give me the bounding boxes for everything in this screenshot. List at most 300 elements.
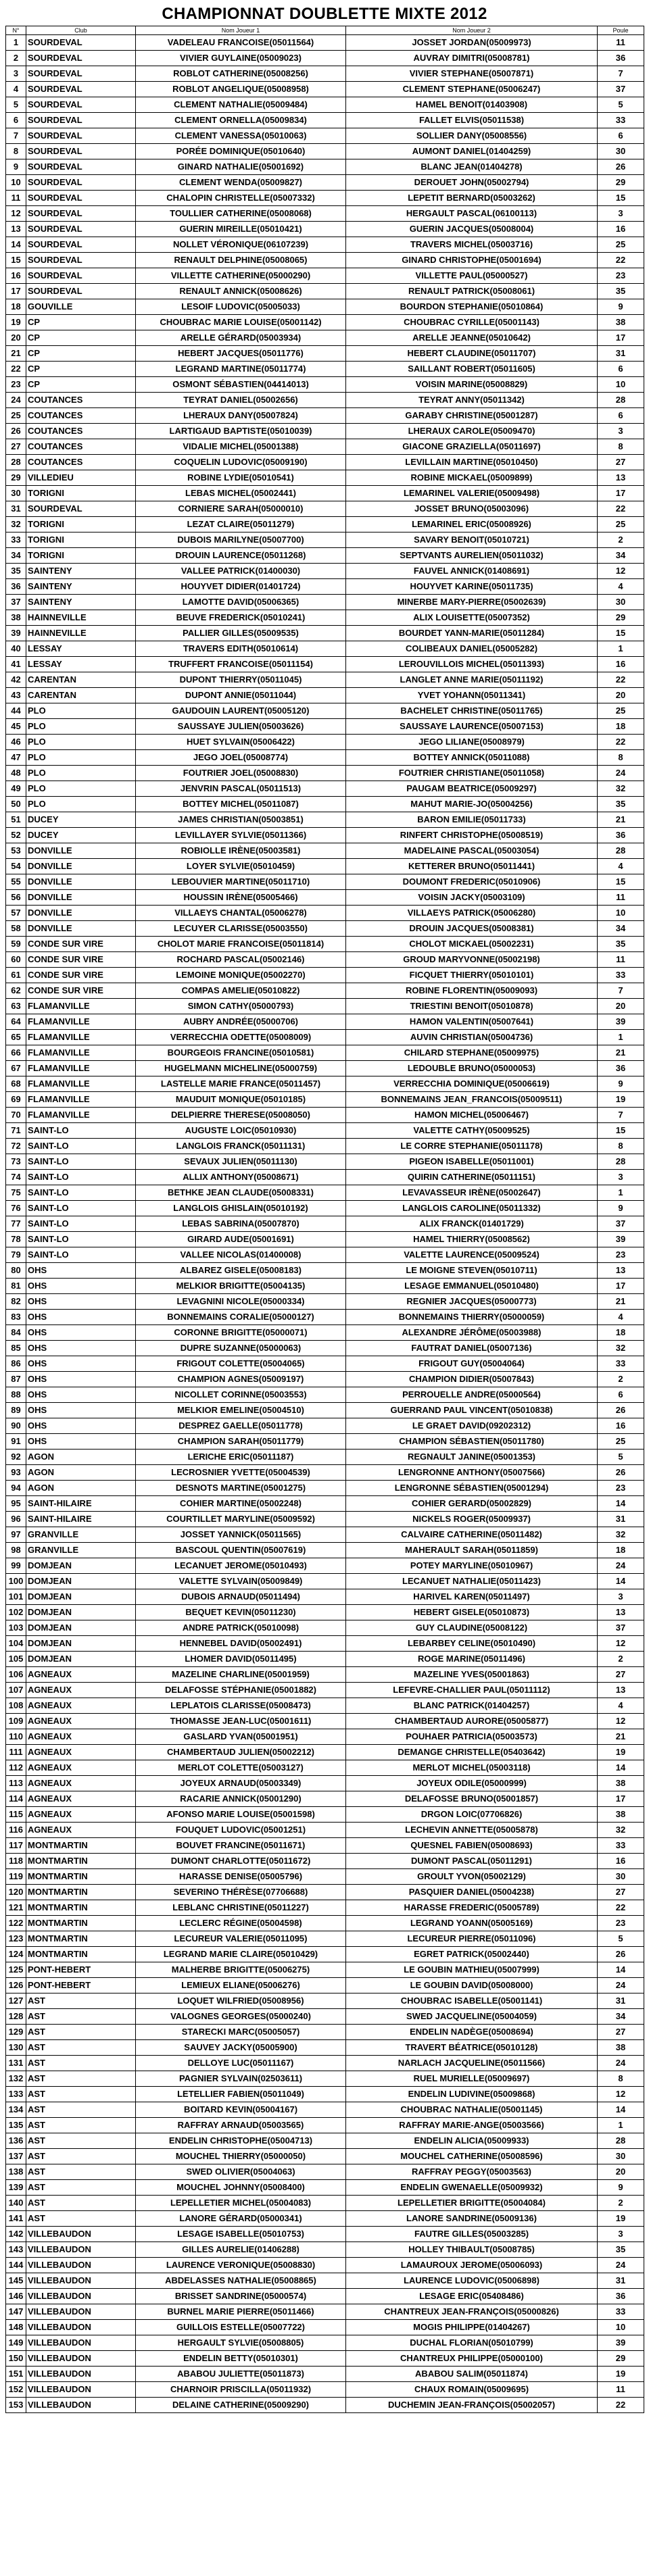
cell-poule: 26 <box>598 159 644 175</box>
table-row <box>6 1139 644 1154</box>
cell-club: SOURDEVAL <box>26 222 136 237</box>
table-row <box>6 408 644 424</box>
cell-player-2: LE GRAET DAVID(09202312) <box>346 1418 598 1434</box>
cell-player-2: ENDELIN NADÈGE(05008694) <box>346 2025 598 2040</box>
cell-poule: 24 <box>598 1978 644 1993</box>
table-row <box>6 1294 644 1310</box>
cell-player-2: SWED JACQUELINE(05004059) <box>346 2009 598 2025</box>
cell-club: OHS <box>26 1434 136 1450</box>
cell-number: 125 <box>6 1962 26 1978</box>
cell-number: 48 <box>6 766 26 781</box>
cell-player-2: AUVRAY DIMITRI(05008781) <box>346 51 598 66</box>
cell-player-1: SIMON CATHY(05000793) <box>136 999 346 1014</box>
cell-poule: 2 <box>598 1372 644 1387</box>
cell-club: DOMJEAN <box>26 1574 136 1589</box>
cell-player-2: LEMARINEL ERIC(05008926) <box>346 517 598 532</box>
table-row <box>6 1854 644 1869</box>
cell-club: SAINT-HILAIRE <box>26 1512 136 1527</box>
cell-club: OHS <box>26 1294 136 1310</box>
table-row <box>6 1527 644 1543</box>
cell-player-2: JOSSET BRUNO(05003096) <box>346 501 598 517</box>
table-row <box>6 564 644 579</box>
cell-player-1: TRUFFERT FRANCOISE(05011154) <box>136 657 346 672</box>
cell-number: 136 <box>6 2133 26 2149</box>
cell-number: 102 <box>6 1605 26 1620</box>
cell-number: 112 <box>6 1760 26 1776</box>
cell-player-1: NOLLET VÉRONIQUE(06107239) <box>136 237 346 253</box>
cell-poule: 28 <box>598 843 644 859</box>
cell-number: 66 <box>6 1045 26 1061</box>
cell-club: OHS <box>26 1341 136 1356</box>
cell-number: 116 <box>6 1823 26 1838</box>
cell-player-2: CHAUX ROMAIN(05009695) <box>346 2382 598 2398</box>
table-row <box>6 1387 644 1403</box>
cell-poule: 24 <box>598 1558 644 1574</box>
cell-number: 15 <box>6 253 26 268</box>
cell-player-1: BASCOUL QUENTIN(05007619) <box>136 1543 346 1558</box>
cell-number: 42 <box>6 672 26 688</box>
cell-number: 62 <box>6 983 26 999</box>
cell-player-2: VOISIN JACKY(05003109) <box>346 890 598 906</box>
table-row <box>6 501 644 517</box>
cell-player-2: DUCHEMIN JEAN-FRANÇOIS(05002057) <box>346 2398 598 2413</box>
cell-player-2: HARIVEL KAREN(05011497) <box>346 1589 598 1605</box>
cell-player-2: CALVAIRE CATHERINE(05011482) <box>346 1527 598 1543</box>
table-row <box>6 688 644 703</box>
cell-number: 151 <box>6 2367 26 2382</box>
cell-player-1: VILLAEYS CHANTAL(05006278) <box>136 906 346 921</box>
table-row <box>6 843 644 859</box>
cell-player-1: LECUREUR VALERIE(05011095) <box>136 1931 346 1947</box>
cell-player-1: STARECKI MARC(05005057) <box>136 2025 346 2040</box>
cell-player-1: DELAINE CATHERINE(05009290) <box>136 2398 346 2413</box>
table-row <box>6 2335 644 2351</box>
cell-club: VILLEBAUDON <box>26 2367 136 2382</box>
cell-club: SOURDEVAL <box>26 82 136 97</box>
cell-poule: 23 <box>598 1916 644 1931</box>
cell-club: TORIGNI <box>26 548 136 564</box>
table-row <box>6 330 644 346</box>
cell-player-1: RAFFRAY ARNAUD(05003565) <box>136 2118 346 2133</box>
table-row <box>6 1605 644 1620</box>
table-row <box>6 2102 644 2118</box>
cell-club: AGNEAUX <box>26 1791 136 1807</box>
cell-poule: 13 <box>598 1683 644 1698</box>
table-row <box>6 983 644 999</box>
cell-poule: 14 <box>598 1574 644 1589</box>
cell-player-2: CHAMBERTAUD AURORE(05005877) <box>346 1714 598 1729</box>
cell-player-1: CHOUBRAC MARIE LOUISE(05001142) <box>136 315 346 330</box>
cell-number: 2 <box>6 51 26 66</box>
cell-club: MONTMARTIN <box>26 1838 136 1854</box>
cell-club: FLAMANVILLE <box>26 1108 136 1123</box>
cell-poule: 33 <box>598 113 644 128</box>
cell-player-2: LEVAVASSEUR IRÈNE(05002647) <box>346 1185 598 1201</box>
cell-player-1: LECROSNIER YVETTE(05004539) <box>136 1465 346 1481</box>
table-row <box>6 144 644 159</box>
header-number: N° <box>6 26 26 35</box>
cell-club: CP <box>26 346 136 362</box>
cell-number: 24 <box>6 393 26 408</box>
cell-number: 117 <box>6 1838 26 1854</box>
cell-number: 18 <box>6 299 26 315</box>
cell-player-1: VILLETTE CATHERINE(05000290) <box>136 268 346 284</box>
cell-club: HAINNEVILLE <box>26 626 136 641</box>
cell-player-2: ARELLE JEANNE(05010642) <box>346 330 598 346</box>
cell-club: AST <box>26 2164 136 2180</box>
cell-poule: 19 <box>598 2211 644 2227</box>
cell-player-1: ROBINE LYDIE(05010541) <box>136 470 346 486</box>
cell-poule: 31 <box>598 2273 644 2289</box>
cell-player-1: DELLOYE LUC(05011167) <box>136 2056 346 2071</box>
cell-poule: 13 <box>598 470 644 486</box>
cell-number: 47 <box>6 750 26 766</box>
cell-player-2: HARASSE FREDERIC(05005789) <box>346 1900 598 1916</box>
cell-player-2: DEROUET JOHN(05002794) <box>346 175 598 191</box>
cell-number: 115 <box>6 1807 26 1823</box>
cell-player-1: LANORE GÉRARD(05000341) <box>136 2211 346 2227</box>
cell-player-1: ANDRE PATRICK(05010098) <box>136 1620 346 1636</box>
cell-poule: 3 <box>598 1170 644 1185</box>
cell-poule: 4 <box>598 859 644 874</box>
table-row <box>6 1108 644 1123</box>
cell-club: AST <box>26 1993 136 2009</box>
cell-poule: 18 <box>598 1543 644 1558</box>
table-row <box>6 1418 644 1434</box>
table-row <box>6 1900 644 1916</box>
cell-player-1: AUBRY ANDRÉE(05000706) <box>136 1014 346 1030</box>
cell-poule: 35 <box>598 797 644 812</box>
cell-poule: 23 <box>598 268 644 284</box>
cell-player-1: LHOMER DAVID(05011495) <box>136 1652 346 1667</box>
cell-number: 89 <box>6 1403 26 1418</box>
cell-player-2: RENAULT PATRICK(05008061) <box>346 284 598 299</box>
cell-player-2: AUMONT DANIEL(01404259) <box>346 144 598 159</box>
table-row <box>6 362 644 377</box>
cell-poule: 17 <box>598 330 644 346</box>
table-row <box>6 2025 644 2040</box>
cell-poule: 22 <box>598 501 644 517</box>
cell-number: 29 <box>6 470 26 486</box>
cell-player-1: LEBAS MICHEL(05002441) <box>136 486 346 501</box>
table-row <box>6 1465 644 1481</box>
cell-poule: 35 <box>598 937 644 952</box>
table-row <box>6 890 644 906</box>
table-row <box>6 2289 644 2304</box>
table-row <box>6 1838 644 1854</box>
cell-player-2: TRAVERS MICHEL(05003716) <box>346 237 598 253</box>
cell-player-2: DEMANGE CHRISTELLE(05403642) <box>346 1745 598 1760</box>
cell-poule: 8 <box>598 750 644 766</box>
cell-player-2: SOLLIER DANY(05008556) <box>346 128 598 144</box>
cell-player-1: ROBIOLLE IRÈNE(05003581) <box>136 843 346 859</box>
cell-player-2: SEPTVANTS AURELIEN(05011032) <box>346 548 598 564</box>
cell-player-2: LEMARINEL VALERIE(05009498) <box>346 486 598 501</box>
cell-player-1: VALLEE PATRICK(01400030) <box>136 564 346 579</box>
cell-player-1: LEMOINE MONIQUE(05002270) <box>136 968 346 983</box>
cell-number: 134 <box>6 2102 26 2118</box>
cell-number: 88 <box>6 1387 26 1403</box>
cell-poule: 32 <box>598 1527 644 1543</box>
cell-player-1: GUILLOIS ESTELLE(05007722) <box>136 2320 346 2335</box>
cell-poule: 20 <box>598 688 644 703</box>
cell-player-2: POTEY MARYLINE(05010967) <box>346 1558 598 1574</box>
registration-table <box>5 26 644 2413</box>
cell-player-2: COLIBEAUX DANIEL(05005282) <box>346 641 598 657</box>
cell-club: PLO <box>26 703 136 719</box>
table-row <box>6 1325 644 1341</box>
cell-player-2: ROBINE FLORENTIN(05009093) <box>346 983 598 999</box>
cell-number: 114 <box>6 1791 26 1807</box>
cell-number: 32 <box>6 517 26 532</box>
cell-poule: 25 <box>598 1434 644 1450</box>
cell-club: AST <box>26 2149 136 2164</box>
cell-player-2: LE CORRE STEPHANIE(05011178) <box>346 1139 598 1154</box>
table-row <box>6 128 644 144</box>
table-row <box>6 159 644 175</box>
cell-number: 21 <box>6 346 26 362</box>
cell-number: 126 <box>6 1978 26 1993</box>
cell-player-1: DESNOTS MARTINE(05001275) <box>136 1481 346 1496</box>
cell-poule: 12 <box>598 1714 644 1729</box>
table-row <box>6 2398 644 2413</box>
cell-poule: 30 <box>598 1869 644 1885</box>
table-row <box>6 2040 644 2056</box>
cell-number: 34 <box>6 548 26 564</box>
cell-number: 131 <box>6 2056 26 2071</box>
cell-poule: 14 <box>598 1962 644 1978</box>
cell-club: SAINTENY <box>26 579 136 595</box>
cell-player-2: COHIER GERARD(05002829) <box>346 1496 598 1512</box>
cell-player-1: BOTTEY MICHEL(05011087) <box>136 797 346 812</box>
cell-club: CONDE SUR VIRE <box>26 952 136 968</box>
cell-player-2: VILLAEYS PATRICK(05006280) <box>346 906 598 921</box>
cell-poule: 7 <box>598 1108 644 1123</box>
cell-player-1: BEUVE FREDERICK(05010241) <box>136 610 346 626</box>
cell-player-2: GUERRAND PAUL VINCENT(05010838) <box>346 1403 598 1418</box>
cell-player-2: MAZELINE YVES(05001863) <box>346 1667 598 1683</box>
table-row <box>6 1683 644 1698</box>
cell-club: SOURDEVAL <box>26 237 136 253</box>
cell-player-2: LENGRONNE SÉBASTIEN(05001294) <box>346 1481 598 1496</box>
cell-player-1: BETHKE JEAN CLAUDE(05008331) <box>136 1185 346 1201</box>
cell-poule: 8 <box>598 439 644 455</box>
cell-player-2: FALLET ELVIS(05011538) <box>346 113 598 128</box>
page-title: CHAMPIONNAT DOUBLETTE MIXTE 2012 <box>162 5 487 23</box>
cell-player-2: HEBERT GISELE(05010873) <box>346 1605 598 1620</box>
cell-number: 139 <box>6 2180 26 2196</box>
table-row <box>6 579 644 595</box>
cell-number: 71 <box>6 1123 26 1139</box>
cell-club: DONVILLE <box>26 906 136 921</box>
table-row <box>6 1667 644 1683</box>
cell-club: VILLEBAUDON <box>26 2351 136 2367</box>
cell-player-1: BOUVET FRANCINE(05011671) <box>136 1838 346 1854</box>
cell-player-1: HEBERT JACQUES(05011776) <box>136 346 346 362</box>
cell-number: 147 <box>6 2304 26 2320</box>
table-row <box>6 672 644 688</box>
cell-poule: 9 <box>598 1201 644 1216</box>
table-row <box>6 750 644 766</box>
cell-club: SAINT-LO <box>26 1232 136 1247</box>
cell-club: AGON <box>26 1465 136 1481</box>
cell-player-1: TEYRAT DANIEL(05002656) <box>136 393 346 408</box>
cell-number: 110 <box>6 1729 26 1745</box>
cell-player-1: NICOLLET CORINNE(05003553) <box>136 1387 346 1403</box>
cell-club: MONTMARTIN <box>26 1854 136 1869</box>
cell-number: 84 <box>6 1325 26 1341</box>
cell-player-2: BOTTEY ANNICK(05011088) <box>346 750 598 766</box>
cell-poule: 32 <box>598 1823 644 1838</box>
cell-player-2: YVET YOHANN(05011341) <box>346 688 598 703</box>
cell-number: 67 <box>6 1061 26 1076</box>
cell-club: AGNEAUX <box>26 1760 136 1776</box>
cell-number: 149 <box>6 2335 26 2351</box>
cell-player-2: LESAGE ERIC(05408486) <box>346 2289 598 2304</box>
table-row <box>6 2118 644 2133</box>
cell-poule: 36 <box>598 51 644 66</box>
cell-poule: 22 <box>598 253 644 268</box>
cell-club: MONTMARTIN <box>26 1885 136 1900</box>
cell-player-1: DUPONT THIERRY(05011045) <box>136 672 346 688</box>
cell-club: VILLEBAUDON <box>26 2227 136 2242</box>
cell-club: SAINT-LO <box>26 1154 136 1170</box>
table-row <box>6 548 644 564</box>
cell-player-1: MAZELINE CHARLINE(05001959) <box>136 1667 346 1683</box>
table-row <box>6 610 644 626</box>
cell-player-2: VALETTE CATHY(05009525) <box>346 1123 598 1139</box>
cell-number: 103 <box>6 1620 26 1636</box>
cell-poule: 16 <box>598 222 644 237</box>
cell-number: 137 <box>6 2149 26 2164</box>
table-row <box>6 191 644 206</box>
cell-number: 61 <box>6 968 26 983</box>
cell-number: 101 <box>6 1589 26 1605</box>
cell-poule: 10 <box>598 377 644 393</box>
table-row <box>6 486 644 501</box>
cell-club: AST <box>26 2009 136 2025</box>
cell-number: 51 <box>6 812 26 828</box>
cell-number: 41 <box>6 657 26 672</box>
cell-player-2: LE GOUBIN DAVID(05008000) <box>346 1978 598 1993</box>
cell-poule: 31 <box>598 1993 644 2009</box>
cell-number: 64 <box>6 1014 26 1030</box>
cell-number: 83 <box>6 1310 26 1325</box>
cell-number: 100 <box>6 1574 26 1589</box>
table-row <box>6 828 644 843</box>
cell-player-1: LEZAT CLAIRE(05011279) <box>136 517 346 532</box>
cell-club: SOURDEVAL <box>26 253 136 268</box>
cell-poule: 14 <box>598 1760 644 1776</box>
cell-player-1: SAUSSAYE JULIEN(05003626) <box>136 719 346 735</box>
cell-player-1: LAMOTTE DAVID(05006365) <box>136 595 346 610</box>
cell-player-1: LASTELLE MARIE FRANCE(05011457) <box>136 1076 346 1092</box>
cell-poule: 18 <box>598 1325 644 1341</box>
cell-player-1: LEVILLAYER SYLVIE(05011366) <box>136 828 346 843</box>
cell-player-1: LANGLOIS GHISLAIN(05010192) <box>136 1201 346 1216</box>
cell-poule: 23 <box>598 1481 644 1496</box>
cell-player-2: HAMON MICHEL(05006467) <box>346 1108 598 1123</box>
cell-poule: 29 <box>598 2351 644 2367</box>
cell-player-2: LAURENCE LUDOVIC(05006898) <box>346 2273 598 2289</box>
table-body <box>6 35 644 2413</box>
cell-player-2: HAMEL THIERRY(05008562) <box>346 1232 598 1247</box>
table-row <box>6 1403 644 1418</box>
cell-number: 77 <box>6 1216 26 1232</box>
cell-poule: 2 <box>598 2196 644 2211</box>
cell-poule: 5 <box>598 1450 644 1465</box>
table-row <box>6 1170 644 1185</box>
cell-poule: 31 <box>598 1512 644 1527</box>
cell-player-1: MAUDUIT MONIQUE(05010185) <box>136 1092 346 1108</box>
cell-player-1: OSMONT SÉBASTIEN(04414013) <box>136 377 346 393</box>
cell-number: 50 <box>6 797 26 812</box>
cell-player-2: POUHAER PATRICIA(05003573) <box>346 1729 598 1745</box>
cell-player-2: CHAMPION DIDIER(05007843) <box>346 1372 598 1387</box>
cell-number: 27 <box>6 439 26 455</box>
cell-number: 26 <box>6 424 26 439</box>
table-row <box>6 206 644 222</box>
cell-club: AGON <box>26 1481 136 1496</box>
cell-club: SOURDEVAL <box>26 175 136 191</box>
cell-number: 10 <box>6 175 26 191</box>
cell-club: CP <box>26 362 136 377</box>
cell-number: 93 <box>6 1465 26 1481</box>
cell-player-2: GINARD CHRISTOPHE(05001694) <box>346 253 598 268</box>
cell-poule: 15 <box>598 626 644 641</box>
cell-player-2: QUIRIN CATHERINE(05011151) <box>346 1170 598 1185</box>
cell-poule: 3 <box>598 206 644 222</box>
cell-player-2: DOUMONT FREDERIC(05010906) <box>346 874 598 890</box>
cell-poule: 1 <box>598 1030 644 1045</box>
cell-player-2: VALETTE LAURENCE(05009524) <box>346 1247 598 1263</box>
cell-number: 3 <box>6 66 26 82</box>
cell-player-2: ALEXANDRE JÉRÔME(05003988) <box>346 1325 598 1341</box>
cell-poule: 12 <box>598 2087 644 2102</box>
table-row <box>6 1714 644 1729</box>
cell-club: COUTANCES <box>26 424 136 439</box>
cell-poule: 15 <box>598 874 644 890</box>
cell-player-1: BRISSET SANDRINE(05000574) <box>136 2289 346 2304</box>
cell-club: COUTANCES <box>26 439 136 455</box>
cell-poule: 29 <box>598 610 644 626</box>
cell-poule: 28 <box>598 393 644 408</box>
cell-club: SOURDEVAL <box>26 191 136 206</box>
cell-poule: 22 <box>598 672 644 688</box>
cell-player-1: VALOGNES GEORGES(05000240) <box>136 2009 346 2025</box>
cell-player-1: FRIGOUT COLETTE(05004065) <box>136 1356 346 1372</box>
cell-player-1: LANGLOIS FRANCK(05011131) <box>136 1139 346 1154</box>
cell-player-1: CHAMPION SARAH(05011779) <box>136 1434 346 1450</box>
cell-player-2: SAUSSAYE LAURENCE(05007153) <box>346 719 598 735</box>
cell-number: 73 <box>6 1154 26 1170</box>
cell-player-2: BLANC JEAN(01404278) <box>346 159 598 175</box>
cell-poule: 30 <box>598 595 644 610</box>
cell-club: COUTANCES <box>26 408 136 424</box>
table-row <box>6 1232 644 1247</box>
cell-club: SOURDEVAL <box>26 51 136 66</box>
cell-club: PLO <box>26 781 136 797</box>
cell-number: 86 <box>6 1356 26 1372</box>
cell-player-1: JENVRIN PASCAL(05011513) <box>136 781 346 797</box>
cell-player-2: PIGEON ISABELLE(05011001) <box>346 1154 598 1170</box>
table-row <box>6 2273 644 2289</box>
cell-number: 68 <box>6 1076 26 1092</box>
cell-player-1: VIVIER GUYLAINE(05009023) <box>136 51 346 66</box>
table-row <box>6 1310 644 1325</box>
cell-player-2: HERGAULT PASCAL(06100113) <box>346 206 598 222</box>
cell-player-1: LERICHE ERIC(05011187) <box>136 1450 346 1465</box>
